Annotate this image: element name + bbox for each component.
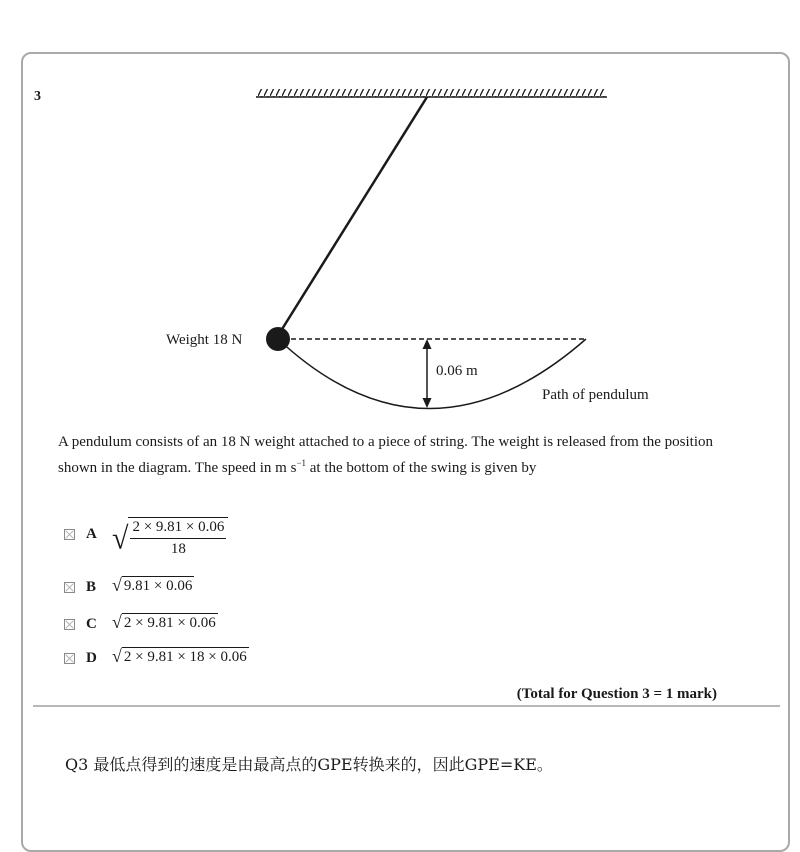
option-a-checkbox[interactable] [64,529,75,540]
option-c-letter: C [86,616,97,632]
unit-exponent: −1 [296,458,307,468]
height-arrowhead-top [423,339,432,349]
question-number: 3 [34,89,41,104]
path-label: Path of pendulum [542,387,649,403]
height-arrowhead-bottom [423,398,432,408]
option-c-checkbox[interactable] [64,619,75,630]
pendulum-path-arc [278,339,586,409]
option-d-checkbox[interactable] [64,653,75,664]
divider [33,705,780,707]
question-stem: A pendulum consists of an 18 N weight attached to a piece of string. The weight is released from the position shown in the diagram. The speed in m $s^{-1}$ at the bottom of the swing is given by [58,434,713,476]
option-b-expression: √ 9.81 × 0.06 [112,575,193,595]
explanation-note: Q3 最低点得到的速度是由最高点的GPE转换来的，因此GPE=KE。 [65,755,553,774]
question-total: (Total for Question 3 = 1 mark) [516,686,717,702]
ceiling-hatching [256,89,605,97]
height-label: 0.06 m [436,363,478,379]
pendulum-weight [266,327,290,351]
pendulum-diagram [0,0,800,420]
weight-label: Weight 18 N [166,332,243,348]
option-a-letter: A [86,526,97,542]
option-d-letter: D [86,650,97,666]
option-c-expression: √ 2 × 9.81 × 0.06 [112,612,216,632]
option-a-expression: √ $\frac{2 \times 9.81 \times 0.06}{18}$ [112,517,228,561]
option-b-checkbox[interactable] [64,582,75,593]
option-b-letter: B [86,579,97,595]
pendulum-string [279,97,427,334]
option-d-expression: √ 2 × 9.81 × 18 × 0.06 [112,646,247,666]
